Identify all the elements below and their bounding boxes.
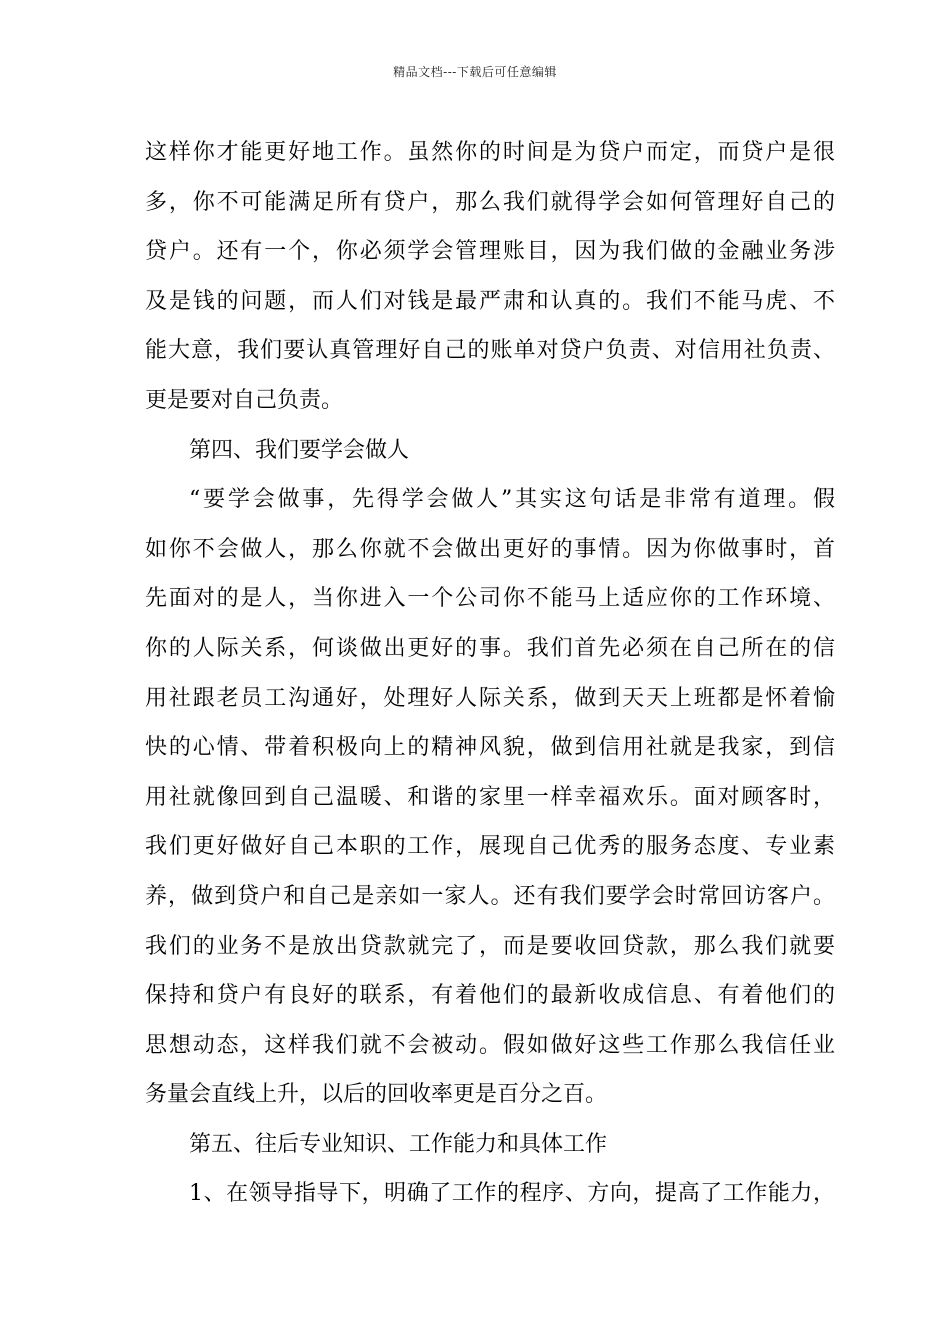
text-line: 及是钱的问题，而人们对钱是最严肃和认真的。我们不能马虎、不 (145, 288, 835, 314)
document-body (145, 128, 835, 1219)
section-heading: 第五、往后专业知识、工作能力和具体工作 (189, 1131, 608, 1157)
text-line: 用社就像回到自己温暖、和谐的家里一样幸福欢乐。面对顾客时， (145, 784, 835, 810)
text-line: 先面对的是人，当你进入一个公司你不能马上适应你的工作环境、 (145, 586, 835, 612)
text-line: “要学会做事，先得学会做人”其实这句话是非常有道理。假 (189, 487, 835, 513)
text-line: 贷户。还有一个，你必须学会管理账目，因为我们做的金融业务涉 (145, 239, 835, 265)
text-line: 思想动态，这样我们就不会被动。假如做好这些工作那么我信任业 (145, 1032, 835, 1058)
text-line: 如你不会做人，那么你就不会做出更好的事情。因为你做事时，首 (145, 536, 835, 562)
page-header: 精品文档---下载后可任意编辑 (393, 65, 557, 79)
text-line: 你的人际关系，何谈做出更好的事。我们首先必须在自己所在的信 (145, 635, 835, 661)
text-line: 养，做到贷户和自己是亲如一家人。还有我们要学会时常回访客户。 (145, 883, 835, 909)
text-line: 更是要对自己负责。 (145, 387, 344, 413)
text-line: 1、在领导指导下，明确了工作的程序、方向，提高了工作能力， (189, 1181, 835, 1207)
section-heading: 第四、我们要学会做人 (189, 437, 410, 463)
text-line: 多，你不可能满足所有贷户，那么我们就得学会如何管理好自己的 (145, 189, 835, 215)
text-line: 这样你才能更好地工作。虽然你的时间是为贷户而定，而贷户是很 (145, 140, 835, 165)
text-line: 务量会直线上升，以后的回收率更是百分之百。 (145, 1082, 608, 1108)
text-line: 我们的业务不是放出贷款就完了，而是要收回贷款，那么我们就要 (145, 933, 835, 959)
text-line: 用社跟老员工沟通好，处理好人际关系，做到天天上班都是怀着愉 (145, 685, 835, 711)
text-line: 能大意，我们要认真管理好自己的账单对贷户负责、对信用社负责、 (145, 338, 835, 364)
text-line: 保持和贷户有良好的联系，有着他们的最新收成信息、有着他们的 (145, 983, 835, 1009)
text-line: 快的心情、带着积极向上的精神风貌，做到信用社就是我家，到信 (145, 735, 835, 761)
text-line: 我们更好做好自己本职的工作，展现自己优秀的服务态度、专业素 (145, 834, 835, 860)
